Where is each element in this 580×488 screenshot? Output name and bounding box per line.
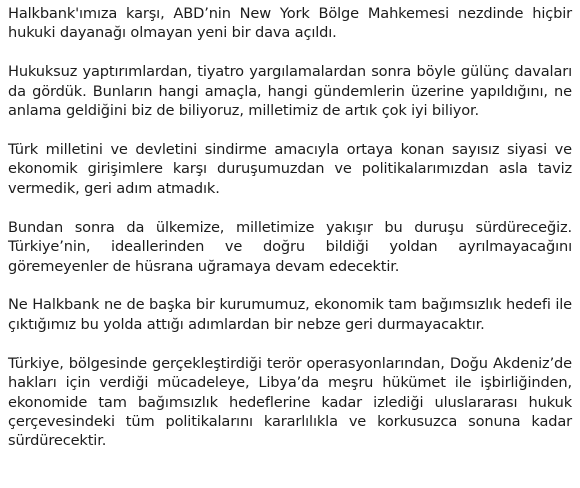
paragraph-2: Hukuksuz yaptırımlardan, tiyatro yargılamalardan sonra böyle gülünç davaları da gördük. Bunların hangi amaçla, hangi gündemlerin üzerine yapıldığını, ne anlama geldiğini biz de biliyoruz, milletimiz de artık çok iyi biliyor. xyxy=(8,63,572,120)
paragraph-6: Türkiye, bölgesinde gerçekleştirdiği terör operasyonlarından, Doğu Akdeniz’de hakları için verdiği mücadeleye, Libya’da meşru hükümet ile işbirliğinden, ekonomide tam bağımsızlık hedeflerine kadar izlediği uluslararası hukuk çerçevesindeki tüm politikalarını kararlılıkla ve korkusuzca sonuna kadar sürdürecektir. xyxy=(8,354,572,450)
paragraph-4: Bundan sonra da ülkemize, milletimize yakışır bu duruşu sürdüreceğiz. Türkiye’nin, ideallerinden ve doğru bildiği yoldan ayrılmayacağını göremeyenler de hüsrana uğramaya devam edecektir. xyxy=(8,218,572,275)
paragraph-5: Ne Halkbank ne de başka bir kurumumuz, ekonomik tam bağımsızlık hedefi ile çıktığımız bu yolda attığı adımlardan bir nebze geri durmayacaktır. xyxy=(8,296,572,333)
paragraph-3: Türk milletini ve devletini sindirme amacıyla ortaya konan sayısız siyasi ve ekonomik girişimlere karşı duruşumuzdan ve politikalarımızdan asla taviz vermedik, geri adım atmadık. xyxy=(8,141,572,197)
paragraph-1: Halkbank'ımıza karşı, ABD’nin New York Bölge Mahkemesi nezdinde hiçbir hukuki dayanağı olmayan yeni bir dava açıldı. xyxy=(8,5,572,42)
